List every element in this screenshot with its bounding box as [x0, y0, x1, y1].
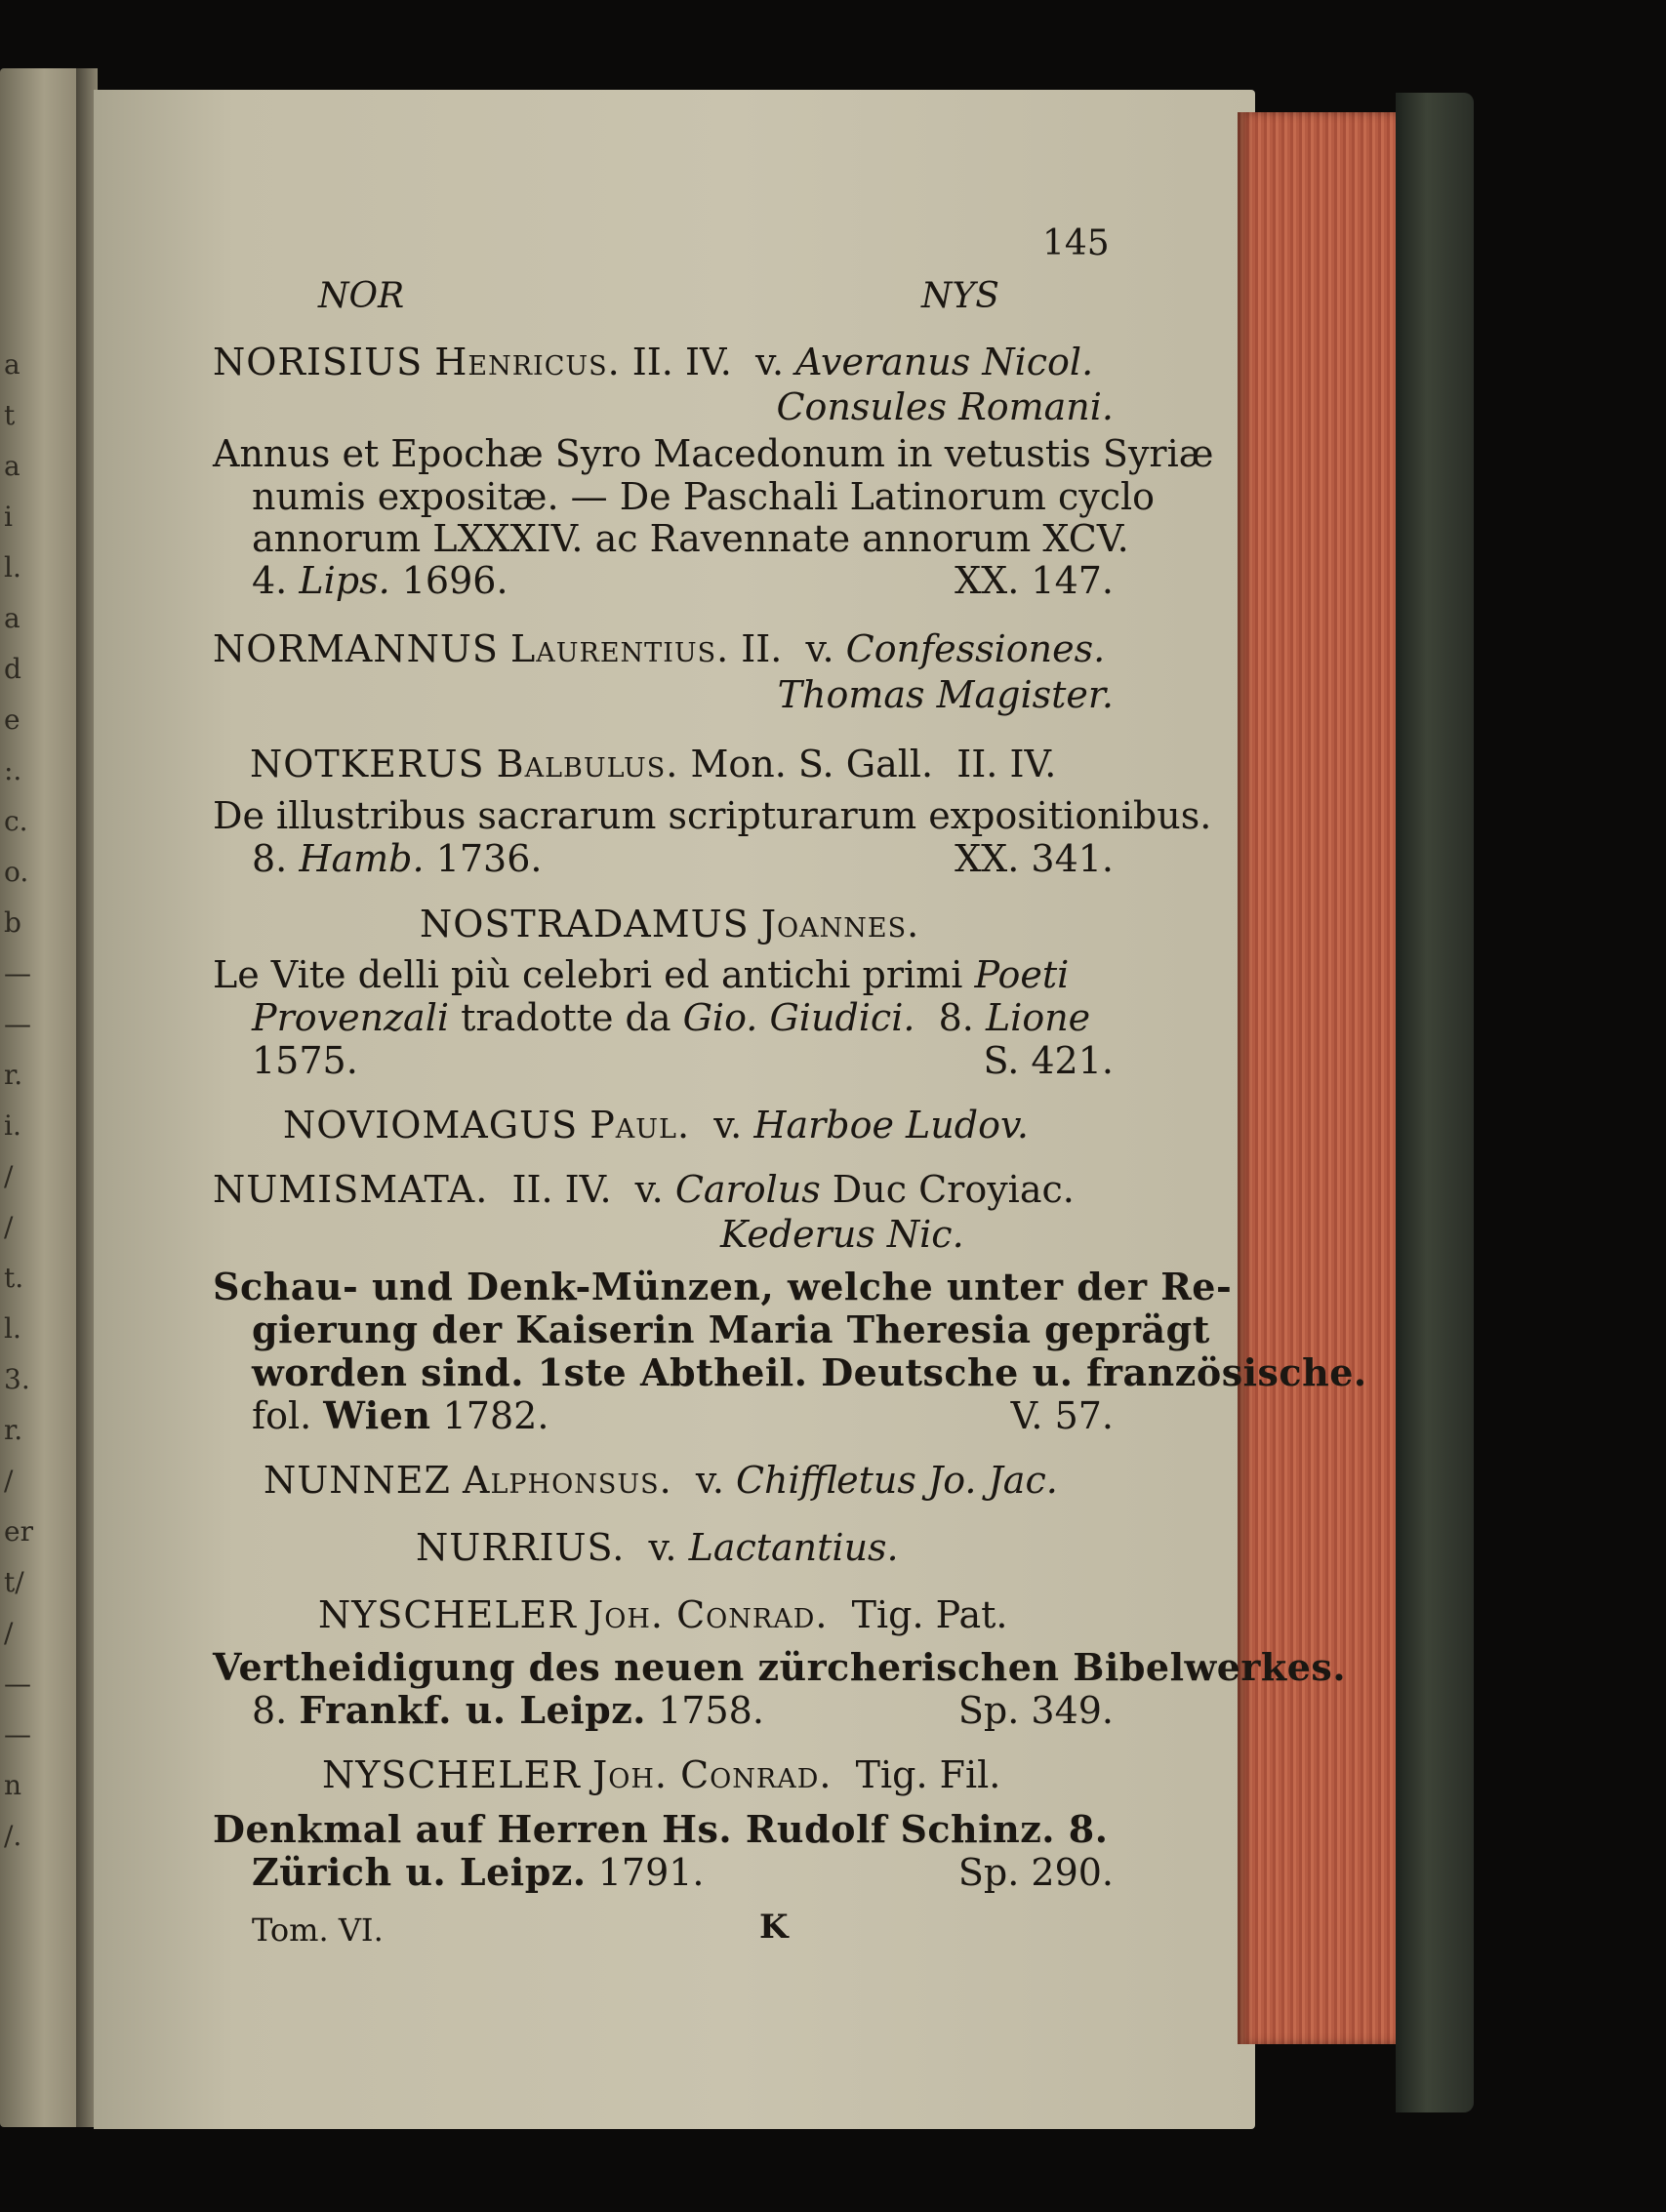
entry-name: NOSTRADAMUS: [420, 903, 750, 945]
left-page-fragment: /: [4, 1617, 14, 1649]
left-page-fragment: r.: [4, 1059, 23, 1091]
left-page-fragment: r.: [4, 1414, 23, 1446]
entry-remark: II. IV. v.: [488, 1168, 675, 1211]
left-page-fragment: /: [4, 1465, 14, 1497]
entry-text: [213, 953, 1070, 996]
running-head-right: NYS: [921, 276, 999, 316]
left-page-fragment: a: [4, 348, 20, 381]
imprint-year: 1782.: [442, 1394, 549, 1437]
left-page-fragment: —: [4, 957, 31, 989]
cross-reference: Confessiones.: [845, 627, 1106, 670]
entry-name: NOVIOMAGUS: [283, 1104, 579, 1146]
cross-reference: Chiffletus Jo. Jac.: [735, 1459, 1058, 1502]
cross-reference: Carolus: [674, 1168, 821, 1211]
title-text: Le Vite delli più celebri ed antichi primi: [213, 953, 975, 996]
left-page-fragment: :.: [4, 754, 22, 786]
entry-heading: [283, 1106, 1029, 1144]
imprint-place: Hamb.: [299, 837, 425, 880]
entry-given-name: Laurentius.: [510, 627, 730, 670]
left-page-fragment: —: [4, 1668, 31, 1700]
volume-location: XX. 147.: [955, 559, 1114, 602]
cross-reference: Averanus Nicol.: [795, 341, 1094, 383]
title-text: tradotte da: [449, 996, 683, 1039]
entry-remark: v.: [671, 1459, 736, 1502]
page-number: 145: [1042, 223, 1110, 263]
imprint-place: Frankf. u. Leipz.: [299, 1688, 647, 1732]
entry-text-fraktur: worden sind. 1ste Abtheil. Deutsche u. französische.: [252, 1350, 1367, 1394]
imprint-year: 1758.: [658, 1689, 764, 1732]
entry-heading: [213, 627, 1106, 670]
imprint-year: 1791.: [597, 1851, 705, 1894]
left-page-fragment: t.: [4, 1262, 24, 1294]
signature-mark: K: [759, 1908, 790, 1947]
entry-name: NOTKERUS: [250, 743, 485, 785]
cross-reference: Lactantius.: [688, 1526, 899, 1569]
entry-given-name: Joh. Conrad.: [589, 1593, 829, 1636]
imprint-line: [252, 1393, 549, 1437]
left-page-fragment: /.: [4, 1820, 22, 1852]
left-page-fragment: —: [4, 1008, 31, 1040]
cross-reference: Harboe Ludov.: [753, 1104, 1030, 1146]
entry-heading: [213, 343, 1093, 381]
imprint-year: 1575.: [252, 1039, 358, 1082]
imprint-line: [252, 837, 543, 880]
left-page-fragment: n: [4, 1769, 22, 1801]
left-page-fragment: a: [4, 450, 20, 482]
entry-text: De illustribus sacrarum scripturarum expositionibus.: [213, 794, 1212, 837]
left-page-fragment: —: [4, 1718, 31, 1750]
imprint-format: 8.: [914, 996, 986, 1039]
imprint-year: 1696.: [401, 559, 508, 602]
entry-heading: [318, 1593, 1008, 1636]
entry-text: Annus et Epochæ Syro Macedonum in vetustis Syriæ: [213, 432, 1214, 475]
cross-reference: Kederus Nic.: [720, 1213, 964, 1256]
imprint-line: [252, 1688, 764, 1732]
entry-heading: [264, 1459, 1058, 1502]
running-head-left: NOR: [318, 276, 405, 316]
entry-remark: II. IV. v.: [620, 341, 796, 383]
left-page-fragment: a: [4, 602, 20, 634]
imprint-place: Lips.: [299, 559, 390, 602]
imprint-format: 8.: [252, 837, 288, 880]
imprint-line: [252, 559, 508, 602]
left-page-fragment: t/: [4, 1566, 24, 1598]
imprint-format: fol.: [252, 1394, 312, 1437]
volume-location: Sp. 349.: [957, 1689, 1114, 1732]
imprint-line: [252, 1850, 705, 1894]
entry-name: NURRIUS.: [416, 1526, 626, 1569]
left-page-fragment: /: [4, 1211, 14, 1243]
entry-given-name: Henricus.: [434, 341, 621, 383]
entry-text-fraktur: Schau- und Denk-Münzen, welche unter der Re-: [213, 1265, 1233, 1308]
imprint-format: 4.: [252, 559, 288, 602]
entry-heading: [420, 905, 919, 943]
title-italic: Poeti: [974, 953, 1070, 996]
left-page-fragment: i.: [4, 1109, 21, 1142]
entry-name: NUNNEZ: [264, 1459, 451, 1502]
entry-given-name: Joh. Conrad.: [592, 1753, 833, 1796]
entry-name: NORISIUS: [213, 341, 424, 383]
entry-text: annorum LXXXIV. ac Ravennate annorum XCV.: [252, 517, 1129, 560]
entry-name: NYSCHELER: [322, 1753, 581, 1796]
title-italic: Provenzali: [252, 996, 450, 1039]
entry-remark: v.: [625, 1526, 689, 1569]
imprint-place: Lione: [985, 996, 1091, 1039]
entry-given-name: Balbulus.: [496, 743, 679, 785]
signature-volume: Tom. VI.: [252, 1911, 384, 1949]
entry-name: NYSCHELER: [318, 1593, 577, 1636]
entry-given-name: Alphonsus.: [463, 1459, 672, 1502]
entry-heading: [250, 745, 1056, 783]
translator-name: Gio. Giudici.: [682, 996, 915, 1039]
imprint-year: 1736.: [435, 837, 543, 880]
entry-name: NUMISMATA.: [213, 1168, 489, 1211]
entry-remark: Tig. Pat.: [828, 1593, 1008, 1636]
entry-text: numis expositæ. — De Paschali Latinorum cyclo: [252, 475, 1156, 518]
entry-remark: v.: [690, 1104, 754, 1146]
volume-location: V. 57.: [1010, 1394, 1114, 1437]
entry-heading: [322, 1753, 1001, 1796]
entry-remark: Mon. S. Gall. II. IV.: [678, 743, 1057, 785]
left-page-fragment: d: [4, 653, 21, 685]
entry-text: [252, 996, 1091, 1039]
entry-name: NORMANNUS: [213, 627, 499, 670]
entry-heading: [416, 1526, 899, 1569]
left-page-fragment: er: [4, 1515, 33, 1548]
entry-remark: Tig. Fil.: [832, 1753, 1001, 1796]
left-page-fragment: /: [4, 1160, 14, 1192]
left-page-fragment: b: [4, 906, 21, 939]
left-page-fragment: e: [4, 704, 20, 736]
volume-location: S. 421.: [983, 1039, 1114, 1082]
imprint-place: Zürich u. Leipz.: [252, 1850, 587, 1894]
entry-remark: II. v.: [729, 627, 846, 670]
left-page-fragment: i: [4, 501, 13, 533]
left-page-fragment: o.: [4, 856, 29, 888]
entry-remark: Duc Croyiac.: [820, 1168, 1075, 1211]
volume-location: XX. 341.: [955, 837, 1114, 880]
volume-location: Sp. 290.: [957, 1851, 1114, 1894]
left-page-fragment: 3.: [4, 1363, 30, 1395]
cross-reference: Thomas Magister.: [777, 673, 1114, 716]
entry-heading: [213, 1168, 1075, 1211]
entry-text-fraktur: Vertheidigung des neuen zürcherischen Bibelwerkes.: [213, 1645, 1347, 1689]
imprint-format: 8.: [252, 1689, 288, 1732]
left-page-fragment: l.: [4, 1312, 21, 1345]
left-page-fragment: t: [4, 399, 16, 431]
left-page-fragment: c.: [4, 805, 28, 837]
imprint-place: Wien: [323, 1393, 431, 1437]
entry-text-fraktur: Denkmal auf Herren Hs. Rudolf Schinz. 8.: [213, 1807, 1109, 1851]
left-page-fragment: l.: [4, 551, 21, 583]
cross-reference: Consules Romani.: [776, 385, 1114, 428]
entry-given-name: Joannes.: [760, 903, 920, 945]
entry-text-fraktur: gierung der Kaiserin Maria Theresia geprägt: [252, 1307, 1210, 1351]
entry-given-name: Paul.: [589, 1104, 691, 1146]
